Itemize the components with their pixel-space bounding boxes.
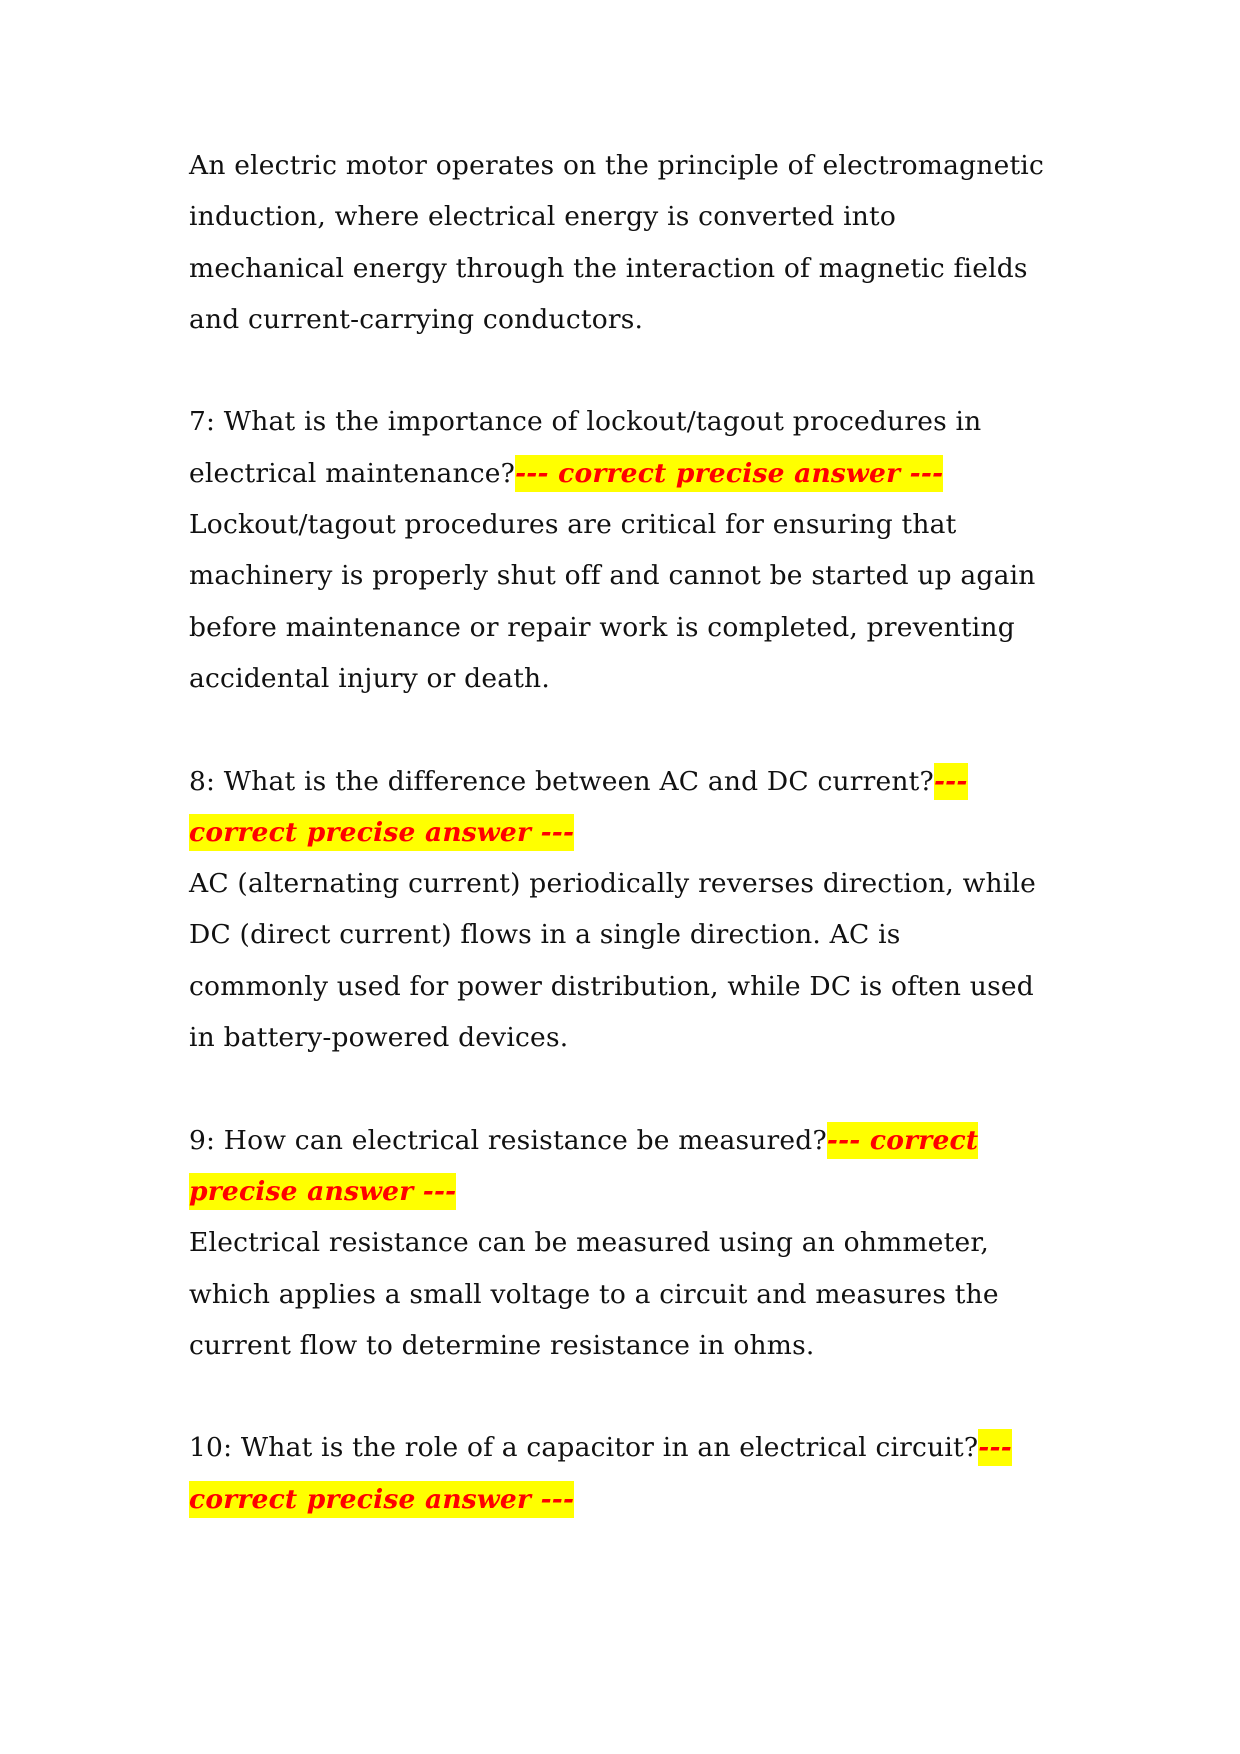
answer-text: which applies a small voltage to a circuit and measures the bbox=[189, 1278, 999, 1310]
question-text: 8: What is the difference between AC and DC current? bbox=[189, 765, 934, 797]
answer-text: current flow to determine resistance in ohms. bbox=[189, 1329, 815, 1361]
answer-text: commonly used for power distribution, while DC is often used bbox=[189, 970, 1034, 1002]
answer-marker: correct precise answer --- bbox=[189, 1481, 574, 1518]
question-text: 10: What is the role of a capacitor in an electrical circuit? bbox=[189, 1432, 979, 1464]
answer-text: before maintenance or repair work is completed, preventing bbox=[189, 611, 1015, 643]
question-text: 9: How can electrical resistance be measured? bbox=[189, 1124, 827, 1156]
intro-line: An electric motor operates on the principle of electromagnetic bbox=[189, 150, 1045, 181]
answer-text: machinery is properly shut off and cannot be started up again bbox=[189, 560, 1036, 592]
answer-text: accidental injury or death. bbox=[189, 662, 550, 694]
answer-text: in battery-powered devices. bbox=[189, 1022, 569, 1054]
question-block-7 bbox=[189, 396, 1069, 704]
answer-marker: --- bbox=[978, 1429, 1012, 1466]
answer-text: Electrical resistance can be measured using an ohmmeter, bbox=[189, 1227, 989, 1259]
answer-marker: correct precise answer --- bbox=[189, 814, 574, 851]
intro-line: and current-carrying conductors. bbox=[189, 303, 644, 335]
answer-text: DC (direct current) flows in a single direction. AC is bbox=[189, 919, 901, 951]
question-text: 7: What is the importance of lockout/tagout procedures in bbox=[189, 406, 982, 438]
question-block-8 bbox=[189, 756, 1069, 1064]
intro-line: mechanical energy through the interaction of magnetic fields bbox=[189, 252, 1028, 284]
intro-paragraph bbox=[189, 140, 1069, 345]
answer-text: Lockout/tagout procedures are critical for ensuring that bbox=[189, 509, 957, 541]
document-body bbox=[189, 140, 1069, 1576]
intro-line: induction, where electrical energy is converted into bbox=[189, 201, 897, 233]
answer-text: AC (alternating current) periodically reverses direction, while bbox=[189, 868, 1037, 900]
answer-marker: --- correct bbox=[827, 1122, 978, 1159]
answer-marker: --- correct precise answer --- bbox=[515, 455, 943, 492]
question-text: electrical maintenance? bbox=[189, 457, 516, 489]
question-block-9 bbox=[189, 1115, 1069, 1371]
question-block-10 bbox=[189, 1422, 1069, 1525]
answer-marker: --- bbox=[934, 763, 968, 800]
answer-marker: precise answer --- bbox=[189, 1173, 456, 1210]
